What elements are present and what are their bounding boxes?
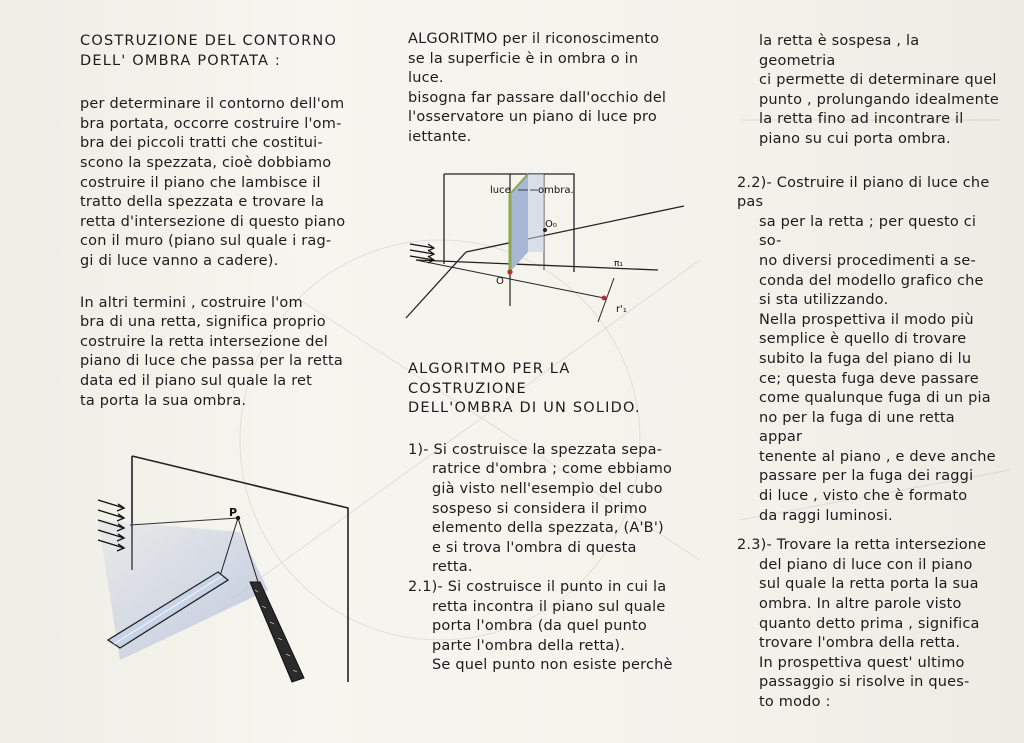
section-heading-line1: ALGORITMO PER LA COSTRUZIONE (408, 361, 571, 397)
text-line: 1)- Si costruisce la spezzata sepa- (408, 441, 663, 458)
text-line: 2.1)- Si costruisce il punto in cui la (408, 578, 667, 595)
text-line: piano di luce che passa per la retta (80, 353, 343, 370)
middle-column-lower (408, 360, 693, 676)
text-line: In altri termini , costruire l'om (80, 294, 303, 311)
text-line: ombra. In altre parole visto (759, 596, 962, 613)
text-line: con il muro (piano sul quale i rag- (80, 233, 332, 250)
right-column (737, 32, 999, 713)
text-line: bra di una retta, significa proprio (80, 314, 326, 331)
text-line: bra portata, occorre costruire l'om- (80, 115, 342, 132)
text-line: piano su cui porta ombra. (759, 130, 951, 147)
text-line: semplice è quello di trovare (759, 331, 967, 348)
label-r: r'₁ (616, 304, 627, 315)
text-line: ce; questa fuga deve passare (759, 370, 979, 387)
text-line: trovare l'ombra della retta. (759, 635, 961, 652)
text-line: iettante. (408, 128, 472, 145)
rod-shadow-figure (90, 450, 370, 690)
label-pi: π₁ (614, 259, 624, 269)
left-column (80, 32, 352, 411)
text-line: ratrice d'ombra ; come ebbiamo (432, 461, 673, 478)
text-line: parte l'ombra della retta). (432, 637, 626, 654)
text-line: la retta fino ad incontrare il (759, 111, 964, 128)
section-heading-line2: DELL' OMBRA PORTATA : (80, 52, 282, 69)
text-line: sa per la retta ; per questo ci so- (759, 213, 977, 250)
shaded-wall (510, 174, 528, 272)
text-line: sul quale la retta porta la sua (759, 576, 979, 593)
point-p-label: P (229, 506, 238, 519)
text-line: 2.3)- Trovare la retta intersezione (737, 537, 987, 554)
text-line: porta l'ombra (da quel punto (432, 618, 647, 635)
label-o: O (496, 276, 504, 287)
text-line: e si trova l'ombra di questa (432, 539, 637, 556)
text-line: scono la spezzata, cioè dobbiamo (80, 154, 332, 171)
text-line: passaggio si risolve in ques- (759, 674, 970, 691)
text-line: data ed il piano sul quale la ret (80, 372, 313, 389)
text-line: da raggi luminosi. (759, 507, 893, 524)
text-line: la retta è sospesa , la geometria (759, 33, 920, 69)
text-line: se la superficie è in ombra o in (408, 50, 639, 67)
text-line: costruire la retta intersezione del (80, 333, 329, 350)
text-line: no diversi procedimenti a se- (759, 252, 976, 269)
text-line: tenente al piano , e deve anche (759, 448, 996, 465)
text-line: retta. (432, 559, 473, 576)
text-line: no per la fuga di une retta appar (759, 409, 955, 446)
text-line: gi di luce vanno a cadere). (80, 252, 279, 269)
text-line: tratto della spezzata e trovare la (80, 194, 325, 211)
text-line: già visto nell'esempio del cubo (432, 480, 663, 497)
text-line: costruire il piano che lambisce il (80, 174, 321, 191)
light-plane-figure (404, 160, 694, 328)
text-line: si sta utilizzando. (759, 292, 889, 309)
text-line: bisogna far passare dall'occhio del (408, 89, 667, 106)
text-line: ta porta la sua ombra. (80, 392, 247, 409)
text-line: conda del modello grafico che (759, 272, 984, 289)
text-line: bra dei piccoli tratti che costitui- (80, 135, 323, 152)
text-line: retta incontra il piano sul quale (432, 598, 666, 615)
label-luce: luce (490, 185, 511, 196)
text-line: punto , prolungando idealmente (759, 91, 999, 108)
label-o-sub: O₀ (545, 219, 557, 230)
section-heading-line2: DELL'OMBRA DI UN SOLIDO. (408, 400, 641, 417)
text-line: retta d'intersezione di questo piano (80, 213, 346, 230)
text-line: 2.2)- Costruire il piano di luce che pas (737, 174, 990, 211)
text-line: l'osservatore un piano di luce pro (408, 109, 657, 126)
text-line: Se quel punto non esiste perchè (432, 657, 673, 674)
text-line: luce. (408, 70, 444, 87)
text-line: subito la fuga del piano di lu (759, 350, 972, 367)
text-line: to modo : (759, 694, 831, 710)
label-ombra: ombra. (538, 185, 574, 196)
text-line: come qualunque fuga di un pia (759, 390, 991, 407)
text-line: di luce , visto che è formato (759, 488, 968, 505)
text-line: elemento della spezzata, (A'B') (432, 520, 664, 537)
text-line: quanto detto prima , significa (759, 615, 980, 632)
text-line: ci permette di determinare quel (759, 72, 997, 89)
text-line: del piano di luce con il piano (759, 556, 973, 573)
rod-shadow (250, 582, 304, 682)
text-line: Nella prospettiva il modo più (759, 311, 974, 328)
text-line: passare per la fuga dei raggi (759, 468, 974, 485)
text-line: In prospettiva quest' ultimo (759, 654, 965, 671)
middle-column (408, 30, 690, 148)
text-line: ALGORITMO per il riconoscimento (408, 31, 660, 47)
text-line: per determinare il contorno dell'om (80, 96, 345, 113)
text-line: sospeso si considera il primo (432, 500, 648, 517)
section-heading-line1: COSTRUZIONE DEL CONTORNO (80, 33, 338, 49)
